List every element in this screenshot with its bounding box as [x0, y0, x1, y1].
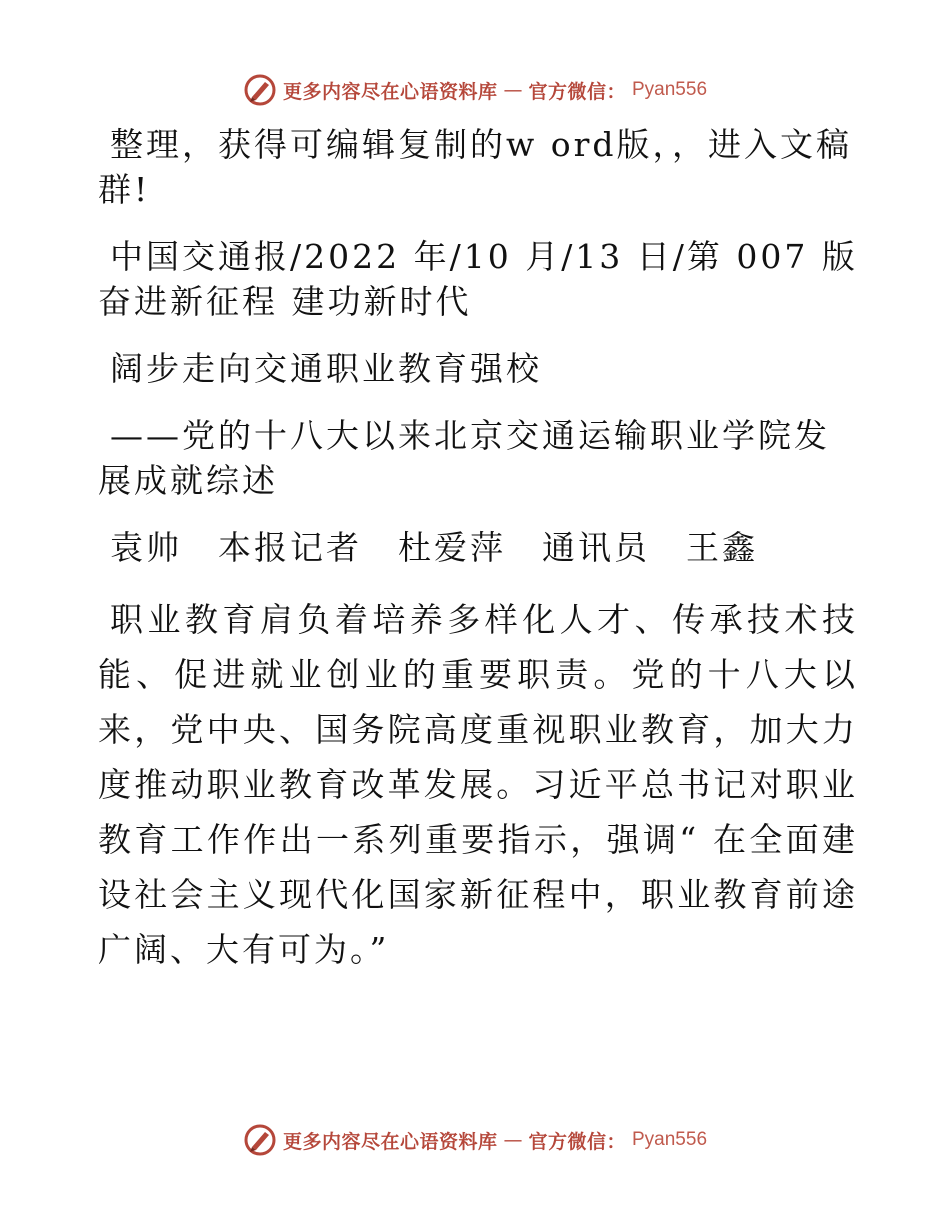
header-banner	[0, 70, 950, 110]
byline-role-1: 本报记者	[218, 528, 362, 567]
circle-pen-logo-icon	[243, 1123, 277, 1157]
banner-site-text: 更多内容尽在心语资料库	[282, 80, 498, 103]
intro-paragraph: 整理，获得可编辑复制的w ord版，，进入文稿群!	[98, 125, 853, 209]
byline-author-3: 王鑫	[686, 528, 758, 567]
source-line: 中国交通报/2022 年/10 月/13 日/第 007 版奋进新征程 建功新时代	[98, 237, 858, 321]
banner-separator: —	[503, 79, 523, 101]
article-subtitle: ——党的十八大以来北京交通运输职业学院发展成就综述	[98, 416, 830, 500]
banner-separator: —	[503, 1129, 523, 1151]
article-title: 阔步走向交通职业教育强校	[110, 349, 542, 388]
banner-site-text: 更多内容尽在心语资料库	[282, 1130, 498, 1153]
byline-author-1: 袁帅	[110, 528, 182, 567]
body-paragraph: 职业教育肩负着培养多样化人才、传承技术技能、促进就业创业的重要职责。党的十八大以来，党中央、国务院高度重视职业教育，加大力度推动职业教育改革发展。习近平总书记对职业教育工作作出一系列重要指示，强调“ 在全面建设社会主义现代化国家新征程中，职业教育前途广阔、大有可为。”	[98, 600, 858, 969]
byline-role-2: 通讯员	[542, 528, 650, 567]
byline	[98, 525, 858, 570]
banner-wechat-label: 官方微信：	[528, 1130, 626, 1153]
byline-author-2: 杜爱萍	[398, 528, 506, 567]
document-body	[98, 122, 858, 999]
footer-banner	[0, 1120, 950, 1160]
banner-wechat-id: Pyan556	[632, 1129, 708, 1150]
circle-pen-logo-icon	[243, 73, 277, 107]
banner-wechat-label: 官方微信：	[528, 80, 626, 103]
banner-wechat-id: Pyan556	[632, 79, 708, 100]
